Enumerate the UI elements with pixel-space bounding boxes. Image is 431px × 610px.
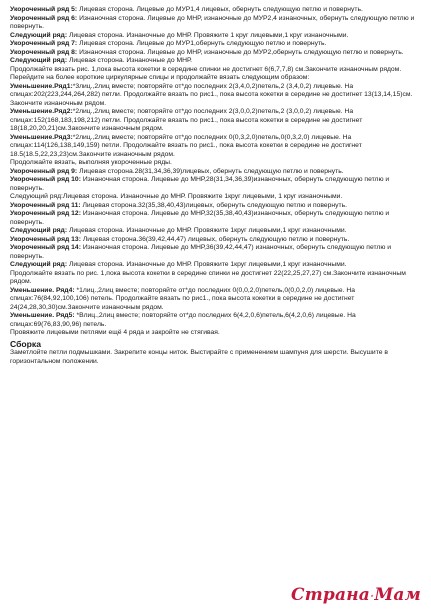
section-heading: Сборка (10, 338, 41, 349)
instruction-paragraph (10, 15, 424, 32)
watermark-dot: · (370, 589, 375, 603)
row-label: Следующий ряд: (10, 31, 68, 39)
row-text: Изнаночная сторона. Лицевые до МНР,36(39,42,44,47) изнаночных, обернуть следующую петлю и повернуть. (10, 244, 392, 260)
row-text: *Влиц.,2лиц вместе; повторяйте от*до последних 6(4,2,0,6)петель,6(4,2,0,6) лицевые. На спицах:69(76,83,90,96) петель. (10, 312, 356, 328)
section-text: Заметлойте петли подмышками. Закрепите концы ниток. Выстирайте с применением шампуня для шерсти. Высушите в горизонтальном положении. (10, 349, 388, 365)
row-label: Уменьшение.Ряд3: (10, 133, 73, 141)
instruction-paragraph (10, 270, 424, 287)
row-text: Лицевая сторона. Лицевые до МУР1,обернуть следующую петлю и повернуть. (77, 40, 327, 47)
row-label: Уменьшение. Ряд4: (10, 286, 75, 294)
instruction-paragraph (10, 227, 424, 236)
row-label: Укороченный ряд 12: (10, 210, 81, 217)
row-text: Лицевая сторона.28(31,34,36,39)лицевых, обернуть следующую петлю и повернуть. (77, 167, 344, 175)
row-text: Продолжайте вязать по рис. 1,пока высота кокетки в середине спинки не достигнет 22(22,25,27,27) см.Закончите изнаночным рядом. (10, 269, 406, 285)
row-label: Укороченный ряд 14: (10, 244, 81, 251)
instruction-paragraph (10, 193, 424, 202)
instruction-paragraph (10, 57, 424, 66)
row-text: *2лиц.,2лиц вместе; повторяйте от*до последних 2(3,0,0,2)петель,2 (3,0,0,2) лицевые. На спицах:152(168,183,198,212) петли. Продолжайте вязать по рис1., пока высота кокетки в середине не достигнет 18(18,20,20,21)см.Закончите изнаночным рядом. (10, 108, 363, 132)
instruction-paragraph (10, 32, 424, 41)
instruction-paragraph (10, 261, 424, 270)
row-text: Продолжайте вязать рис. 1,пока высота кокетки в середине спинки не достигнет 6(6,7,7,8) см.Закончите изнаночным рядом. (10, 65, 402, 73)
instruction-paragraph (10, 244, 424, 261)
row-label: Укороченный ряд 9: (10, 167, 78, 175)
pattern-instructions (10, 6, 424, 366)
row-label: Уменьшение.Ряд2: (10, 108, 73, 115)
instruction-paragraph (10, 108, 424, 134)
watermark-text-1: Страна (290, 585, 370, 605)
instruction-paragraph (10, 236, 424, 245)
instruction-paragraph (10, 6, 424, 15)
row-text: Изнаночная сторона. Лицевые до МНР,32(35,38,40,43)изнаночных, обернуть следующую петлю и повернуть. (10, 210, 390, 226)
row-text: *2лиц.,2лиц вместе; повторяйте от*до последних 0(0,3,2,0)петель,0(0,3,2,0) лицевые. На спицах:114(126,138,149,159) петли. Продолжайте вязать по рис1., пока высота кокетки в середине не достигнет 18.5(18.5,22,23,23)см.Закончите изнаночным рядом. (10, 133, 362, 158)
row-label: Укороченный ряд 5: (10, 6, 78, 13)
row-label: Уменьшение. Ряд5: (10, 312, 75, 319)
row-label: Следующий ряд: (10, 57, 68, 64)
row-label: Укороченный ряд 11: (10, 201, 81, 209)
row-label: Укороченный ряд 7: (10, 40, 78, 47)
instruction-paragraph (10, 329, 424, 338)
row-label: Уменьшение.Ряд1: (10, 82, 73, 90)
row-text: Изнаночная сторона. Лицевые до МНР, изнаночные до МУР2,обернуть следующую петлю и повернуть. (77, 48, 404, 56)
instruction-paragraph (10, 40, 424, 49)
watermark-text-2: Мам (374, 585, 421, 605)
row-text: Лицевая сторона. Изнаночные до МНР. (67, 57, 193, 64)
instruction-paragraph (10, 287, 424, 313)
row-text: Продолжайте вязать, выполняя укороченные ряды. (10, 159, 172, 166)
site-watermark-logo (291, 585, 421, 605)
row-text: Лицевая сторона.36(39,42,44,47) лицевых, обернуть следующую петлю и повернуть. (80, 235, 350, 243)
row-text: Перейдите на более короткие циркулярные спицы и продолжайте вязать следующим образом: (10, 74, 310, 81)
row-text: Лицевая сторона. Изнаночные до МНР. Провяжите 1 круг лицевыми,1 круг изнаночными. (67, 31, 349, 39)
instruction-paragraph (10, 168, 424, 177)
row-text: Изнаночная сторона. Лицевые до МНР, изнаночные до МУР2,4 изнаночных, обернуть следующую петлю и повернуть. (10, 14, 415, 30)
instruction-paragraph (10, 66, 424, 75)
row-text: Изнаночная сторона. Лицевые до МНР,28(31,34,36,39)изнаночных, обернуть следующую петлю и повернуть. (10, 176, 390, 192)
row-text: Лицевая сторона. Лицевые до МУР1,4 лицевых, обернуть следующую петлю и повернуть. (77, 6, 363, 13)
row-label: Укороченный ряд 8: (10, 48, 78, 56)
instruction-paragraph (10, 74, 424, 83)
instruction-paragraph (10, 202, 424, 211)
instruction-paragraph (10, 134, 424, 160)
row-text: Лицевая сторона.32(35,38,40,43)лицевых, обернуть следующую петлю и повернуть. (80, 201, 348, 209)
row-text: Лицевая сторона. Изнаночные до МНР. Провяжите 1круг лицевыми,1 круг изнаночными. (67, 227, 347, 234)
instruction-paragraph (10, 159, 424, 168)
row-text: *3лиц.,2лиц вместе; повторяйте от*до последних 2(3,4,0,2)петель,2 (3,4,0,2) лицевые. На спицах:202(223,244,264,282) петли. Продолжайте вязать по рис1., пока высота кокетки в середине не достигнет 13(13,14,15)см. Закончите изнаночным рядом. (10, 82, 413, 107)
row-text: Лицевая сторона. Изнаночные до МНР. Провяжите 1круг лицевыми,1 круг изнаночными. (67, 261, 347, 268)
row-label: Следующий ряд: (10, 227, 68, 234)
instruction-paragraph (10, 312, 424, 329)
instruction-paragraph (10, 176, 424, 193)
instruction-paragraph (10, 210, 424, 227)
row-text: *1лиц.,2лиц вместе; повторяйте от*до последних 0(0,0,2,0)петель,0(0,0,2,0) лицевые. На спицах:76(84,92,100,106) петель. Продолжайте вязать по рис1., пока высота кокетки в середине не достигнет 24(24,28,30,30)см.Закончите изнаночным рядом. (10, 286, 355, 311)
row-label: Укороченный ряд 6: (10, 14, 78, 22)
row-label: Укороченный ряд 10: (10, 176, 81, 183)
instruction-paragraph (10, 49, 424, 58)
row-text: Следующий ряд:Лицевая сторона. Изнаночные до МНР. Провяжите 1круг лицевыми, 1 круг изнаночными. (10, 193, 343, 200)
row-text: Провяжите лицевыми петлями ещё 4 ряда и закройте не стягивая. (10, 329, 220, 336)
row-label: Укороченный ряд 13: (10, 235, 81, 243)
row-label: Следующий ряд: (10, 261, 68, 268)
instruction-paragraph (10, 83, 424, 109)
